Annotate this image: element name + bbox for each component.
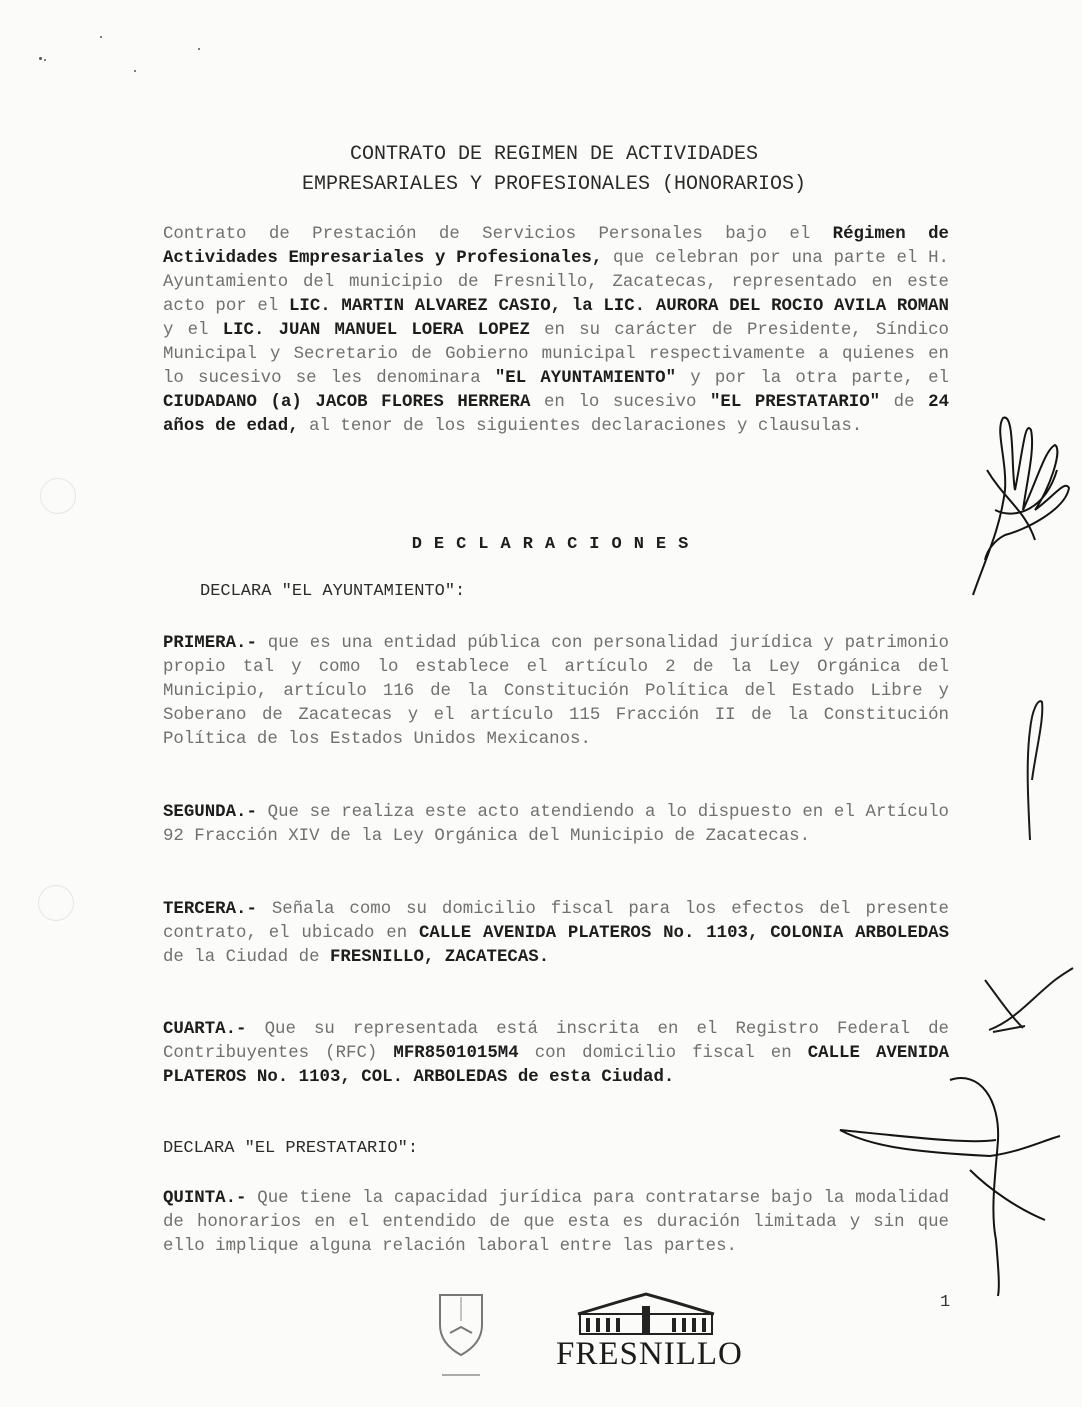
text-run: Contrato de Prestación de Servicios Personales bajo el	[163, 225, 833, 244]
clause-tercera	[163, 898, 949, 970]
text-run: Que su representada está inscrita en el Registro Federal de Contribuyentes (RFC)	[163, 1020, 949, 1063]
declara-ayuntamiento-heading: DECLARA "EL AYUNTAMIENTO":	[200, 582, 466, 601]
text-run: que celebran por una parte el H. Ayuntamiento del municipio de Fresnillo, Zacatecas, representado en este acto por el	[163, 249, 949, 316]
title-line-2: EMPRESARIALES Y PROFESIONALES (HONORARIOS)	[301, 173, 807, 196]
text-run: Que se realiza este acto atendiendo a lo dispuesto en el Artículo 92 Fracción XIV de la Ley Orgánica del Municipio de Zacatecas.	[163, 803, 949, 846]
signature-1	[965, 410, 1077, 600]
bold-text-run: CIUDADANO (a) JACOB FLORES HERRERA	[163, 393, 531, 412]
declaraciones-heading: DECLARACIONES	[411, 535, 701, 554]
document-title	[160, 140, 948, 200]
bold-text-run: "EL PRESTATARIO"	[709, 393, 881, 412]
bold-text-run: LIC. JUAN MANUEL LOERA LOPEZ	[222, 321, 530, 340]
text-run: y por la otra parte, el	[676, 369, 949, 388]
bold-text-run: Régimen de Actividades Empresariales y Profesionales,	[163, 225, 949, 268]
text-run: de	[880, 393, 929, 412]
bold-text-run: "EL AYUNTAMIENTO"	[494, 369, 677, 388]
text-run: en lo sucesivo	[530, 393, 710, 412]
text-run: de la Ciudad de	[163, 948, 330, 967]
signature-4	[820, 1060, 1070, 1300]
municipal-seal	[430, 1285, 492, 1385]
bold-text-run: LIC. MARTIN ALVAREZ CASIO, la LIC. AURORA DEL ROCIO AVILA ROMAN	[289, 297, 949, 316]
text-run: que es una entidad pública con personalidad jurídica y patrimonio propio tal y como lo establece el artículo 2 de la Ley Orgánica del Municipio, artículo 116 de la Constitución Política del Estado Libre y Soberano de Zacatecas y el artículo 115 Fracción II de la Constitución Política de los Estados Unidos Mexicanos.	[163, 634, 949, 749]
text-run: Que tiene la capacidad jurídica para contratarse bajo la modalidad de honorarios en el entendido de que esta es duración limitada y sin que ello implique alguna relación laboral entre las partes.	[163, 1189, 949, 1256]
footer-logo-text: FRESNILLO	[556, 1336, 743, 1372]
clause-segunda	[163, 801, 949, 849]
punch-hole-mark	[38, 885, 74, 921]
punch-hole-mark	[40, 478, 76, 514]
bold-text-run: 24 años de edad,	[163, 393, 950, 436]
bold-text-run: PRIMERA.-	[163, 634, 257, 653]
bold-text-run: CALLE AVENIDA PLATEROS No. 1103, COL. ARBOLEDAS de esta Ciudad.	[163, 1044, 949, 1087]
text-run: en su carácter de Presidente, Síndico Municipal y Secretario de Gobierno municipal respectivamente a quienes en lo sucesivo se les denominara	[163, 321, 949, 388]
bold-text-run: TERCERA.-	[163, 900, 257, 919]
fresnillo-logo	[556, 1290, 743, 1390]
bold-text-run: CALLE AVENIDA PLATEROS No. 1103, COLONIA ARBOLEDAS	[418, 924, 950, 943]
text-run: Señala como su domicilio fiscal para los efectos del presente contrato, el ubicado en	[163, 900, 949, 943]
bold-text-run: QUINTA.-	[163, 1189, 247, 1208]
signature-3	[975, 960, 1075, 1040]
text-run: y el	[163, 321, 223, 340]
clause-primera	[163, 632, 949, 752]
building-icon	[556, 1290, 736, 1336]
intro-paragraph	[163, 223, 949, 439]
signature-2	[1010, 690, 1050, 850]
title-line-1: CONTRATO DE REGIMEN DE ACTIVIDADES	[349, 143, 759, 166]
text-run: con domicilio fiscal en	[518, 1044, 808, 1063]
bold-text-run: CUARTA.-	[163, 1020, 247, 1039]
bold-text-run: MFR8501015M4	[393, 1044, 519, 1063]
text-run: al tenor de los siguientes declaraciones y clausulas.	[298, 417, 863, 436]
bold-text-run: SEGUNDA.-	[163, 803, 257, 822]
declara-prestatario-heading: DECLARA "EL PRESTATARIO":	[163, 1139, 419, 1158]
page-number: 1	[940, 1293, 951, 1312]
bold-text-run: FRESNILLO, ZACATECAS.	[329, 948, 550, 967]
